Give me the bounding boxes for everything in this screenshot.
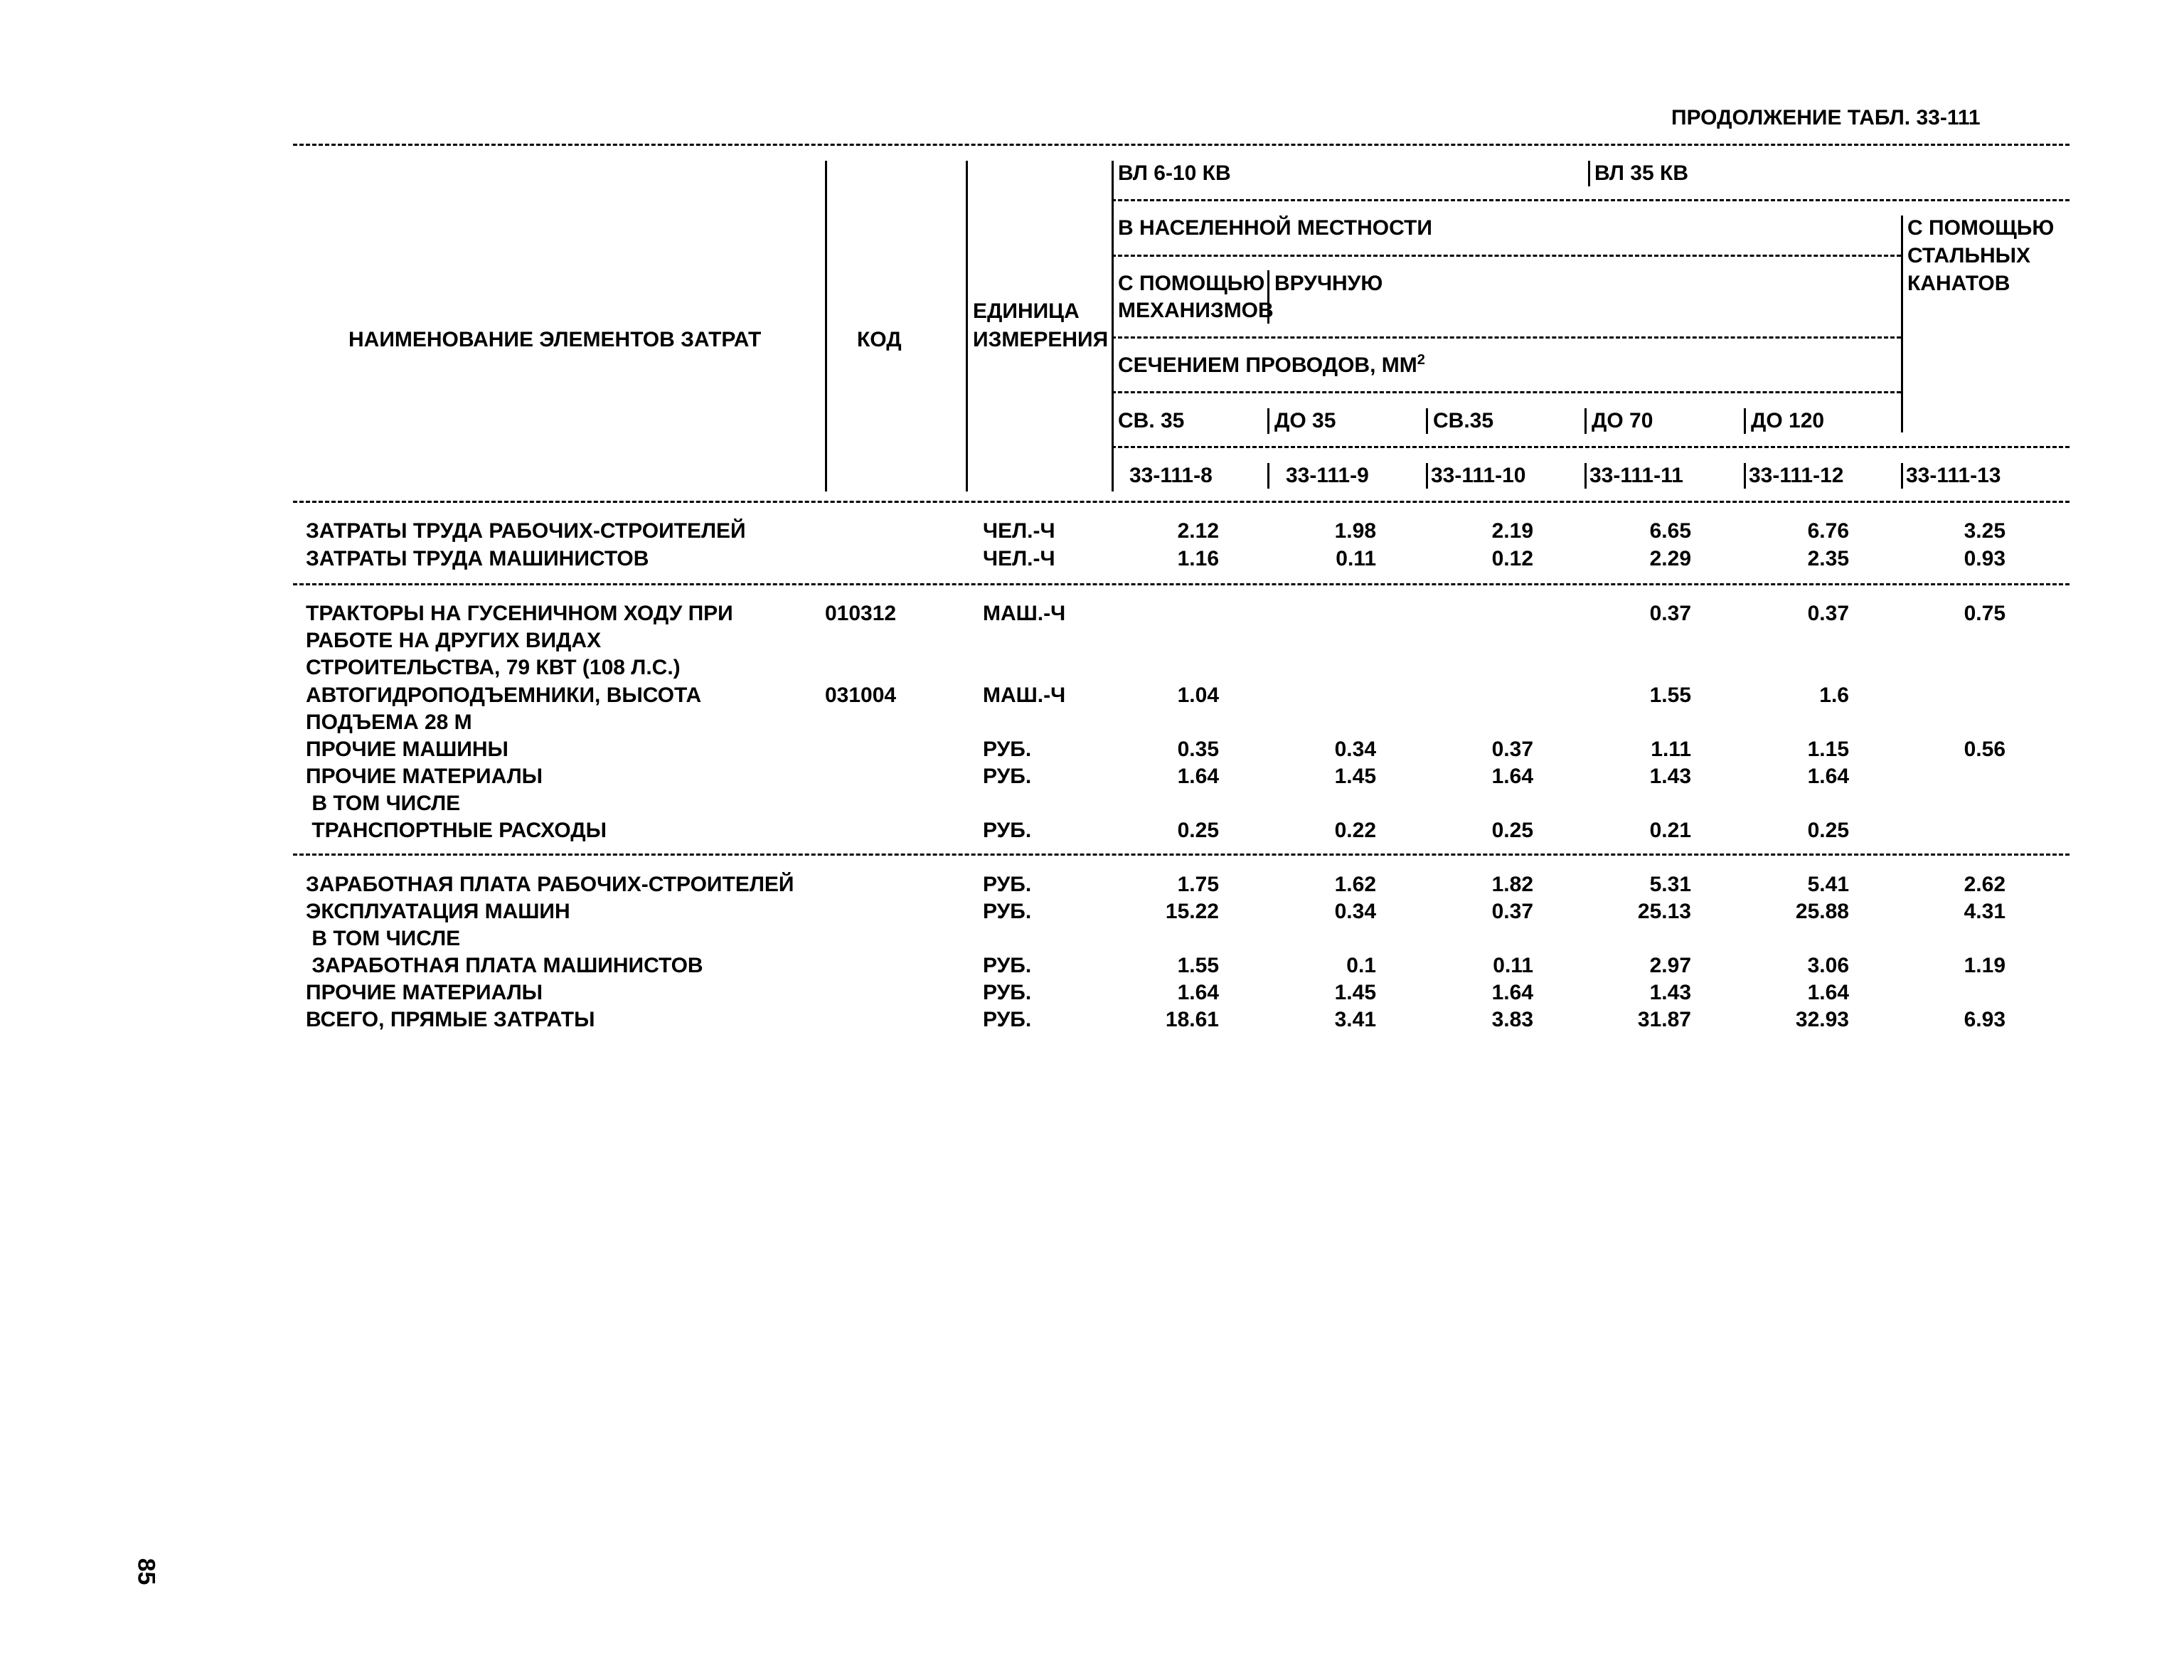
- row-unit: РУБ.: [983, 981, 1032, 1004]
- header-manual: ВРУЧНУЮ: [1274, 272, 1383, 295]
- row-value: 6.93: [1964, 1008, 2005, 1031]
- header-steel-2: СТАЛЬНЫХ: [1907, 244, 2031, 267]
- header-section: [1118, 353, 1425, 378]
- row-value: 0.1: [1346, 954, 1376, 977]
- row-value: 1.64: [1177, 765, 1219, 788]
- row-value: 1.6: [1819, 684, 1849, 707]
- row-value: 0.93: [1964, 547, 2005, 570]
- row-value: 1.11: [1651, 738, 1691, 761]
- header-code-3: 33-111-10: [1431, 464, 1526, 487]
- row-value: 4.31: [1964, 900, 2005, 923]
- row-value: 0.35: [1177, 738, 1219, 761]
- row-value: 0.34: [1334, 900, 1376, 923]
- row-name: ЗАТРАТЫ ТРУДА РАБОЧИХ-СТРОИТЕЛЕЙ: [306, 519, 746, 543]
- col-sep-vl35: [1588, 161, 1590, 186]
- col-sep-code5: [1744, 463, 1746, 489]
- row-value: 2.62: [1964, 873, 2005, 896]
- header-populated: В НАСЕЛЕННОЙ МЕСТНОСТИ: [1118, 216, 1432, 240]
- section-rule: [1112, 391, 1901, 393]
- row-value: 1.15: [1807, 738, 1849, 761]
- row-value: 0.34: [1334, 738, 1376, 761]
- row-name: РАБОТЕ НА ДРУГИХ ВИДАХ: [306, 629, 602, 652]
- row-value: 1.62: [1334, 873, 1376, 896]
- row-value: 0.37: [1491, 900, 1533, 923]
- row-unit: РУБ.: [983, 738, 1032, 761]
- row-value: 1.64: [1491, 981, 1533, 1004]
- row-unit: РУБ.: [983, 765, 1032, 788]
- row-name: ЗАТРАТЫ ТРУДА МАШИНИСТОВ: [306, 547, 649, 570]
- row-value: 6.76: [1807, 519, 1849, 543]
- col-sep-name-code: [825, 161, 827, 491]
- row-value: 1.82: [1491, 873, 1533, 896]
- header-size-2: ДО 35: [1274, 409, 1336, 432]
- row-value: 0.12: [1491, 547, 1533, 570]
- row-value: 0.22: [1334, 819, 1376, 842]
- header-name-col: НАИМЕНОВАНИЕ ЭЛЕМЕНТОВ ЗАТРАТ: [348, 328, 762, 351]
- row-value: 1.45: [1334, 765, 1376, 788]
- row-value: 0.25: [1177, 819, 1219, 842]
- col-sep-unit-data: [1112, 161, 1114, 491]
- row-name: ЗАРАБОТНАЯ ПЛАТА РАБОЧИХ-СТРОИТЕЛЕЙ: [306, 873, 794, 896]
- row-unit: МАШ.-Ч: [983, 602, 1066, 625]
- row-value: 25.13: [1637, 900, 1691, 923]
- header-steel-1: С ПОМОЩЬЮ: [1907, 216, 2055, 240]
- row-value: 0.21: [1649, 819, 1691, 842]
- row-value: 1.64: [1177, 981, 1219, 1004]
- header-size-4: ДО 70: [1592, 409, 1653, 432]
- row-name: ПОДЪЕМА 28 М: [306, 711, 472, 734]
- row-value: 1.45: [1334, 981, 1376, 1004]
- row-name: В ТОМ ЧИСЛЕ: [306, 792, 461, 815]
- header-size-5: ДО 120: [1751, 409, 1825, 432]
- resources-bottom-rule: [293, 854, 2070, 856]
- row-value: 5.31: [1649, 873, 1691, 896]
- row-value: 1.64: [1807, 981, 1849, 1004]
- row-name: ЗАРАБОТНАЯ ПЛАТА МАШИНИСТОВ: [306, 954, 703, 977]
- row-value: 1.98: [1334, 519, 1376, 543]
- populated-rule: [1112, 255, 1901, 257]
- row-value: 0.37: [1649, 602, 1691, 625]
- header-code-2: 33-111-9: [1286, 464, 1369, 487]
- header-group-vl610: ВЛ 6-10 КВ: [1118, 161, 1231, 185]
- row-value: 1.55: [1177, 954, 1219, 977]
- row-value: 1.43: [1649, 981, 1691, 1004]
- row-unit: РУБ.: [983, 954, 1032, 977]
- table-top-rule: [293, 144, 2070, 146]
- row-value: 0.75: [1964, 602, 2005, 625]
- header-code-col: КОД: [857, 328, 902, 351]
- row-name: В ТОМ ЧИСЛЕ: [306, 927, 461, 950]
- row-value: 0.37: [1491, 738, 1533, 761]
- row-value: 0.11: [1336, 547, 1376, 570]
- row-value: 3.06: [1807, 954, 1849, 977]
- row-value: 1.75: [1177, 873, 1219, 896]
- col-sep-steel: [1901, 216, 1903, 432]
- table-continuation-title: ПРОДОЛЖЕНИЕ ТАБЛ. 33-111: [1671, 106, 1981, 129]
- row-name: ПРОЧИЕ МАТЕРИАЛЫ: [306, 765, 543, 788]
- row-code: 010312: [825, 602, 897, 625]
- row-value: 2.12: [1177, 519, 1219, 543]
- page-number: 85: [132, 1558, 160, 1585]
- labor-bottom-rule: [293, 583, 2070, 585]
- row-value: 0.25: [1491, 819, 1533, 842]
- row-value: 1.55: [1649, 684, 1691, 707]
- col-sep-size2: [1267, 408, 1269, 434]
- header-unit-col-1: ЕДИНИЦА: [973, 299, 1080, 323]
- row-unit: ЧЕЛ.-Ч: [983, 547, 1055, 570]
- header-code-6: 33-111-13: [1906, 464, 2001, 487]
- row-value: 2.29: [1649, 547, 1691, 570]
- row-value: 3.41: [1334, 1008, 1376, 1031]
- header-size-3: СВ.35: [1433, 409, 1494, 432]
- header-code-1: 33-111-8: [1129, 464, 1213, 487]
- row-value: 2.97: [1649, 954, 1691, 977]
- row-value: 18.61: [1165, 1008, 1219, 1031]
- group-rule: [1112, 199, 2070, 201]
- header-size-1: СВ. 35: [1118, 409, 1185, 432]
- row-name: ЭКСПЛУАТАЦИЯ МАШИН: [306, 900, 570, 923]
- row-name: ТРАНСПОРТНЫЕ РАСХОДЫ: [306, 819, 607, 842]
- header-section-sup: 2: [1417, 352, 1425, 368]
- row-unit: РУБ.: [983, 1008, 1032, 1031]
- col-sep-size4: [1584, 408, 1587, 434]
- row-name: СТРОИТЕЛЬСТВА, 79 КВТ (108 Л.С.): [306, 656, 681, 679]
- row-value: 0.37: [1807, 602, 1849, 625]
- sizes-rule: [1112, 446, 2070, 448]
- row-value: 1.64: [1491, 765, 1533, 788]
- col-sep-size5: [1744, 408, 1746, 434]
- row-value: 1.64: [1807, 765, 1849, 788]
- row-unit: РУБ.: [983, 900, 1032, 923]
- row-value: 2.35: [1807, 547, 1849, 570]
- header-unit-col-2: ИЗМЕРЕНИЯ: [973, 328, 1109, 351]
- row-value: 15.22: [1165, 900, 1219, 923]
- row-value: 2.19: [1491, 519, 1533, 543]
- row-value: 5.41: [1807, 873, 1849, 896]
- row-value: 1.43: [1649, 765, 1691, 788]
- row-unit: РУБ.: [983, 819, 1032, 842]
- row-value: 3.25: [1964, 519, 2005, 543]
- row-value: 31.87: [1637, 1008, 1691, 1031]
- row-value: 1.04: [1177, 684, 1219, 707]
- row-unit: ЧЕЛ.-Ч: [983, 519, 1055, 543]
- header-section-text: СЕЧЕНИЕМ ПРОВОДОВ, ММ: [1118, 353, 1417, 377]
- method-rule: [1112, 336, 1901, 339]
- header-code-4: 33-111-11: [1589, 464, 1683, 487]
- row-value: 0.25: [1807, 819, 1849, 842]
- row-value: 1.16: [1177, 547, 1219, 570]
- row-name: ВСЕГО, ПРЯМЫЕ ЗАТРАТЫ: [306, 1008, 595, 1031]
- row-code: 031004: [825, 684, 897, 707]
- col-sep-size3: [1426, 408, 1428, 434]
- col-sep-code4: [1584, 463, 1587, 489]
- row-value: 25.88: [1795, 900, 1849, 923]
- header-code-5: 33-111-12: [1749, 464, 1844, 487]
- row-value: 6.65: [1649, 519, 1691, 543]
- head-bottom-rule: [293, 501, 2070, 503]
- header-steel-3: КАНАТОВ: [1907, 272, 2010, 295]
- row-name: ПРОЧИЕ МАТЕРИАЛЫ: [306, 981, 543, 1004]
- row-value: 32.93: [1795, 1008, 1849, 1031]
- col-sep-code3: [1426, 463, 1428, 489]
- header-mech-1: С ПОМОЩЬЮ: [1118, 272, 1265, 295]
- header-group-vl35: ВЛ 35 КВ: [1594, 161, 1688, 185]
- row-value: 0.56: [1964, 738, 2005, 761]
- row-value: 0.11: [1493, 954, 1533, 977]
- row-name: ПРОЧИЕ МАШИНЫ: [306, 738, 508, 761]
- col-sep-code2: [1267, 463, 1269, 489]
- col-sep-code6: [1901, 463, 1903, 489]
- row-unit: РУБ.: [983, 873, 1032, 896]
- col-sep-code-unit: [966, 161, 968, 491]
- row-value: 1.19: [1964, 954, 2005, 977]
- header-mech-2: МЕХАНИЗМОВ: [1118, 299, 1274, 322]
- row-name: ТРАКТОРЫ НА ГУСЕНИЧНОМ ХОДУ ПРИ: [306, 602, 733, 625]
- row-unit: МАШ.-Ч: [983, 684, 1066, 707]
- row-name: АВТОГИДРОПОДЪЕМНИКИ, ВЫСОТА: [306, 684, 702, 707]
- row-value: 3.83: [1491, 1008, 1533, 1031]
